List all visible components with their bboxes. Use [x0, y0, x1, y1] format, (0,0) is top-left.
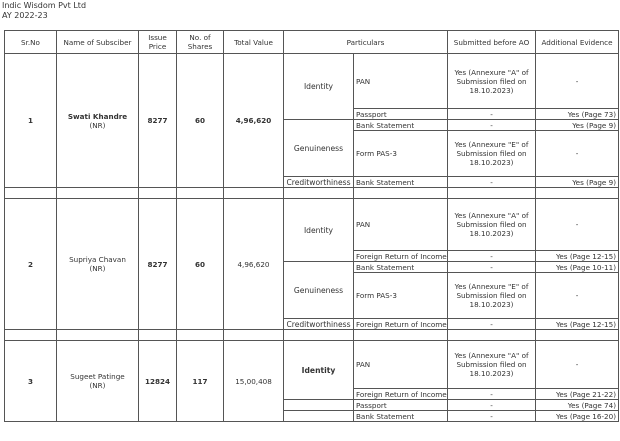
submitted-before-ao: -: [448, 411, 536, 422]
sr-no: 1: [5, 54, 57, 188]
submitted-before-ao: -: [448, 177, 536, 188]
col-name: Name of Subsciber: [57, 31, 139, 54]
category-identity: Identity: [284, 341, 354, 400]
category-genuineness: Genuineness: [284, 262, 354, 319]
col-sr-no: Sr.No: [5, 31, 57, 54]
particular: Passport: [354, 109, 448, 120]
no-of-shares: 117: [177, 341, 224, 422]
col-particulars: Particulars: [284, 31, 448, 54]
additional-evidence: Yes (Page 10-11): [536, 262, 619, 273]
particular: Foreign Return of Income: [354, 319, 448, 330]
spacer-row: [5, 188, 619, 199]
submitted-before-ao: -: [448, 400, 536, 411]
subscriber-tag: (NR): [89, 381, 106, 390]
additional-evidence: Yes (Page 12-15): [536, 319, 619, 330]
additional-evidence: Yes (Page 73): [536, 109, 619, 120]
particular: Bank Statement: [354, 120, 448, 131]
subscriber-name: [57, 199, 139, 330]
submitted-before-ao: -: [448, 120, 536, 131]
table-row: [5, 341, 619, 389]
total-value: 4,96,620: [224, 54, 284, 188]
additional-evidence: -: [536, 199, 619, 251]
subscriber-name: [57, 341, 139, 422]
particular: Bank Statement: [354, 177, 448, 188]
col-shares: No. of Shares: [177, 31, 224, 54]
additional-evidence: -: [536, 131, 619, 177]
submitted-before-ao: -: [448, 251, 536, 262]
particular: Foreign Return of Income: [354, 251, 448, 262]
assessment-year: AY 2022-23: [2, 11, 48, 20]
submitted-before-ao: -: [448, 389, 536, 400]
header-row: [5, 31, 619, 54]
submitted-before-ao: Yes (Annexure "A" of Submission filed on 18.10.2023): [448, 199, 536, 251]
particular: PAN: [354, 54, 448, 109]
submitted-before-ao: -: [448, 262, 536, 273]
particular: Form PAS-3: [354, 131, 448, 177]
particular: Bank Statement: [354, 262, 448, 273]
particular: Bank Statement: [354, 411, 448, 422]
category-creditworthiness: Creditworthiness: [284, 319, 354, 330]
issue-price: 8277: [139, 54, 177, 188]
particular: Passport: [354, 400, 448, 411]
submitted-before-ao: Yes (Annexure "E" of Submission filed on 18.10.2023): [448, 273, 536, 319]
total-value: 4,96,620: [224, 199, 284, 330]
additional-evidence: -: [536, 273, 619, 319]
submitted-before-ao: -: [448, 109, 536, 120]
additional-evidence: Yes (Page 16-20): [536, 411, 619, 422]
additional-evidence: Yes (Page 9): [536, 177, 619, 188]
submitted-before-ao: -: [448, 319, 536, 330]
additional-evidence: -: [536, 341, 619, 389]
additional-evidence: Yes (Page 74): [536, 400, 619, 411]
subscriber-tag: (NR): [89, 264, 106, 273]
subscriber-name-text: Supriya Chavan: [69, 255, 126, 264]
sr-no: 2: [5, 199, 57, 330]
submitted-before-ao: Yes (Annexure "A" of Submission filed on 18.10.2023): [448, 54, 536, 109]
subscriber-name-text: Sugeet Patinge: [70, 372, 125, 381]
spacer-row: [5, 330, 619, 341]
additional-evidence: Yes (Page 9): [536, 120, 619, 131]
sr-no: 3: [5, 341, 57, 422]
additional-evidence: Yes (Page 21-22): [536, 389, 619, 400]
issue-price: 8277: [139, 199, 177, 330]
subscriber-name-text: Swati Khandre: [67, 111, 128, 121]
particular: Foreign Return of Income: [354, 389, 448, 400]
submitted-before-ao: Yes (Annexure "A" of Submission filed on 18.10.2023): [448, 341, 536, 389]
company-name: Indic Wisdom Pvt Ltd: [2, 1, 87, 10]
submitted-before-ao: Yes (Annexure "E" of Submission filed on 18.10.2023): [448, 131, 536, 177]
table-row: [5, 54, 619, 109]
evidence-table: [4, 30, 619, 422]
no-of-shares: 60: [177, 199, 224, 330]
no-of-shares: 60: [177, 54, 224, 188]
subscriber-tag: (NR): [89, 120, 106, 130]
total-value: 15,00,408: [224, 341, 284, 422]
subscriber-name: [57, 54, 139, 188]
additional-evidence: Yes (Page 12-15): [536, 251, 619, 262]
issue-price: 12824: [139, 341, 177, 422]
col-additional: Additional Evidence: [536, 31, 619, 54]
category-creditworthiness: Creditworthiness: [284, 177, 354, 188]
particular: PAN: [354, 341, 448, 389]
additional-evidence: -: [536, 54, 619, 109]
col-submitted: Submitted before AO: [448, 31, 536, 54]
category-identity: Identity: [284, 54, 354, 120]
table-row: [5, 199, 619, 251]
particular: Form PAS-3: [354, 273, 448, 319]
category-genuineness: Genuineness: [284, 120, 354, 177]
particular: PAN: [354, 199, 448, 251]
col-issue-price: Issue Price: [139, 31, 177, 54]
col-total-value: Total Value: [224, 31, 284, 54]
category-identity: Identity: [284, 199, 354, 262]
